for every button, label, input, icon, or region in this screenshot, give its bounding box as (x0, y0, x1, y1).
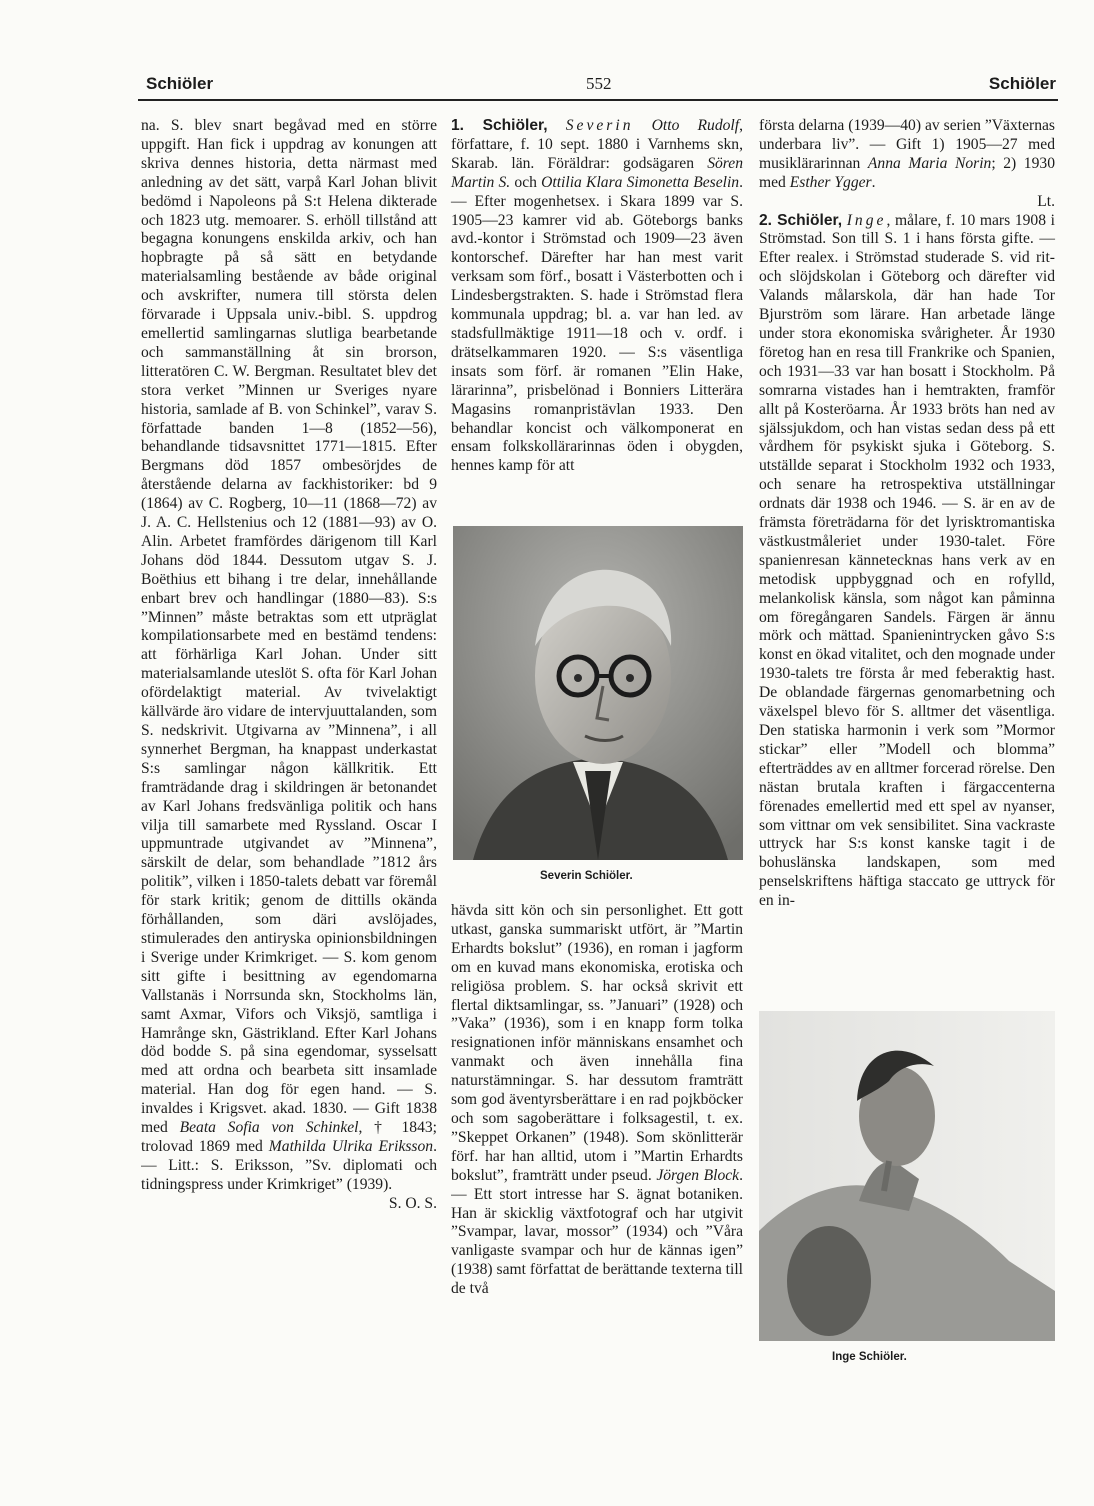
spouse-name-2: Mathilda Ulrika Eriksson (268, 1137, 434, 1155)
header-rule (138, 99, 1058, 101)
entry-severin-end: första delarna (1939—40) av serien ”Växternas underbara liv”. — Gift 1) 1905—27 med musiklärarinnan Anna Maria Norin; 2) 1930 med Esther Ygger. (759, 117, 1055, 191)
entry-severin: 1. Schiöler, Severin Otto Rudolf, författare, f. 10 sept. 1880 i Varnhems skn, Skarab. län. Föräldrar: godsägaren Sören Martin S. och Ottilia Klara Simonetta Beselin. — Efter mogenhetsex. i Skara 1899 var S. 1905—23 kamrer vid ab. Göteborgs banks avd.-kontor i Strömstad och 1909—23 även kontorschef. Därefter har han mest varit verksam som förf., bosatt i Västerbotten och i Lindesbergstrakten. S. hade i Strömstad flera kommunala uppdrag; bl. a. var han led. av stadsfullmäktige 1911—18 och v. ordf. i drätselkammaren 1920. — S:s väsentliga insats som förf. är romanen ”Elin Hake, lärarinna”, prisbelönad i Bonniers Litterära Magasins romanpristävlan 1933. Den behandlar koncist och välkomponerat en ensam folkskollärarinnas öden i obygden, hennes kamp för att (451, 117, 743, 475)
portrait-photo-severin (453, 526, 743, 860)
entry-severin-continued: hävda sitt kön och sin personlighet. Ett gott utkast, ganska summariskt utfört, är ”Martin Erhardts bokslut” (1936), en roman i jagform om en kuvad mans ekonomiska, erotiska och religiösa problem. S. har också skrivit ett flertal diktsamlingar, ss. ”Januari” (1928) och ”Vaka” (1936), som i en knapp form tolka resignationen inför människans ensamhet och vanmakt och även innehålla fina naturstämningar. S. har dessutom framträtt som god äventyrsberättare i en rad pojkböcker och som sagoberättare i folksagestil, t. ex. ”Skeppet Orkanen” (1948). Som skönlitterär förf. har han alltid, utom i ”Martin Erhardts bokslut”, framträtt under pseud. Jörgen Block. — Ett stort intresse har S. ägnat botaniken. Han är skicklig växtfotograf och har utgivit ”Svampar, lavar, mossor” (1934) och ”Våra vanligaste svampar och hur de kännas igen” (1938) samt författat de berättande texterna till de två (451, 902, 743, 1298)
column-2-upper (451, 117, 743, 476)
running-head-left: Schiöler (146, 74, 214, 93)
signature-sos: S. O. S. (388, 1194, 437, 1212)
portrait-illustration (453, 526, 743, 860)
caption-severin: Severin Schiöler. (540, 870, 633, 882)
forename-spaced: Severin (565, 117, 634, 134)
page-number: 552 (586, 74, 612, 93)
entry-heading-inge: 2. Schiöler, (759, 211, 843, 229)
forename-spaced-inge: Inge (846, 211, 887, 229)
pseudonym: Jörgen Block (656, 1166, 740, 1184)
column-1-body: na. S. blev snart begåvad med en större uppgift. Han fick i uppdrag av konungen att skriva dennes historia, detta närmast med anledning av det sätt, varpå Karl Johan blivit bedömd i Napoleons på S:t Helena dikterade och 1823 utg. memoarer. S. erhöll tillstånd att begagna konungens enskilda arkiv, och han hopbragte på så sätt en betydande materialsamling bestående av både original och avskrifter, numera till största delen förvarade i Uppsala univ.-bibl. S. uppdrog emellertid samlingarnas slutliga bearbetande och sammanställning åt sin brorson, litteratören C. W. Bergman. Resultatet blev det stora verket ”Minnen ur Sveriges nyare historia, samlade af B. von Schinkel”, varav S. författade banden 1—8 (1852—56), behandlande tidsavsnittet 1771—1815. Efter Bergmans död 1857 ombesörjdes de återstående delarna av fackhistoriker: bd 9 (1864) av C. Rogberg, 10—11 (1868—72) av J. A. C. Hellstenius och 12 (1881—93) av O. Alin. Arbetet framfördes därigenom till Karl Johans död 1844. Dessutom utgav S. J. Boëthius ett bihang i tre delar, innehållande enbart brev och handlingar (1880—83). S:s ”Minnen” måste betraktas som ett utpräglat kompilationsarbete med en bestämd tendens: att förhärliga Karl Johan. Under sitt materialsamlande uteslöt S. ofta för Karl Johan ofördelaktigt material. Av tvivelaktigt källvärde äro vidare de intervjuuttalanden, som S. nedskrivit. Utgivarna av ”Minnena”, i all synnerhet Bergman, ha knappast underkastat S:s samlingar någon källkritik. Ett framträdande drag i skildringen är betonandet av Karl Johans fredsvänliga politik och hans vilja till samarbete med Ryssland. Oscar I uppmuntrade utgivandet av ”Minnena”, särskilt de delar, som behandlade ”1812 års politik”, vilken i 1850-talets debatt var föremål för stark kritik; genom de dittills okända förhållanden, som däri avslöjades, stimulerades den antiryska opinionsbildningen i Sverige under Krimkriget. — S. kom genom sitt gifte i besittning av egendomarna Vallstanäs i Norrsunda skn, Stockholms län, samt Axmar, Vifors och Viksjö, samtliga i Hamrånge skn, Gästrikland. Efter Karl Johans död bodde S. på sina egendomar, sysselsatt med att ordna och bearbeta sitt insamlade material. Han dog för egen hand. — S. invaldes i Krigsvet. akad. 1830. — Gift 1838 med Beata Sofia von Schinkel, † 1843; trolovad 1869 med Mathilda Ulrika Eriksson. — Litt.: S. Eriksson, ”Sv. diplomati och tidningspress under Krimkriget” (1939). (141, 117, 437, 1193)
column-3 (759, 117, 1055, 911)
signature-lt: Lt. (1037, 192, 1055, 210)
column-2-lower (451, 902, 743, 1352)
page-header (0, 70, 1094, 100)
spouse-name-1: Beata Sofia von Schinkel (179, 1119, 359, 1137)
column-1 (141, 117, 437, 1347)
portrait-illustration-inge (759, 1011, 1055, 1341)
entry-inge: 2. Schiöler, Inge, målare, f. 10 mars 1908 i Strömstad. Son till S. 1 i hans första gifte. — Efter realex. i Strömstad studerade S. vid rit- och slöjdskolan i Göteborg och därefter vid Valands målarskola, där han hade Tor Bjurström som lärare. Han arbetade länge under stora ekonomiska svårigheter. År 1930 företog han en resa till Frankrike och Spanien, och 1931—33 var han bosatt i Stockholm. På somrarna vistades han i hemtrakten, framför allt på Kosteröarna. År 1933 bröts han ned av själssjukdom, och han vistas sedan dess på ett vårdhem för psykiskt sjuka i Göteborg. S. utställde separat i Stockholm 1932 och 1933, och senare ha retrospektiva utställningar ordnats där 1938 och 1946. — S. är en av de främsta företrädarna för det lyrisktromantiska västkustmåleriet under 1930-talet. Före spanienresan kännetecknas hans verk av en metodisk uppbyggnad och en rofylld, melankolisk känsla, som något kan påminna om föregångaren Sandels. Färgen är ännu mörk och mättad. Spanienintrycken gåvo S:s konst en ökad vitalitet, och den mognade under 1930-talets tre första år med feberaktig hast. De oblandade färgernas genomarbetning och växelspel blevo för S. alltmer det väsentliga. Den statiska harmonin i verk som ”Mormor stickar” eller ”Modell och blomma” efterträddes av en alltmer forcerad rörelse. Den nästan brutala kraften i färgaccenterna förenades emellertid med ett spel av nyanser, som vittnar om vek sensibilitet. Sina vackraste uttryck har S:s konst kanske tagit i de bohuslänska landskapen, som med penselskriftens häftiga staccato ge uttryck för en in- (759, 211, 1055, 910)
caption-inge: Inge Schiöler. (832, 1351, 907, 1363)
running-head-right: Schiöler (988, 74, 1056, 93)
entry-heading: 1. Schiöler, (451, 117, 548, 134)
portrait-photo-inge (759, 1011, 1055, 1341)
